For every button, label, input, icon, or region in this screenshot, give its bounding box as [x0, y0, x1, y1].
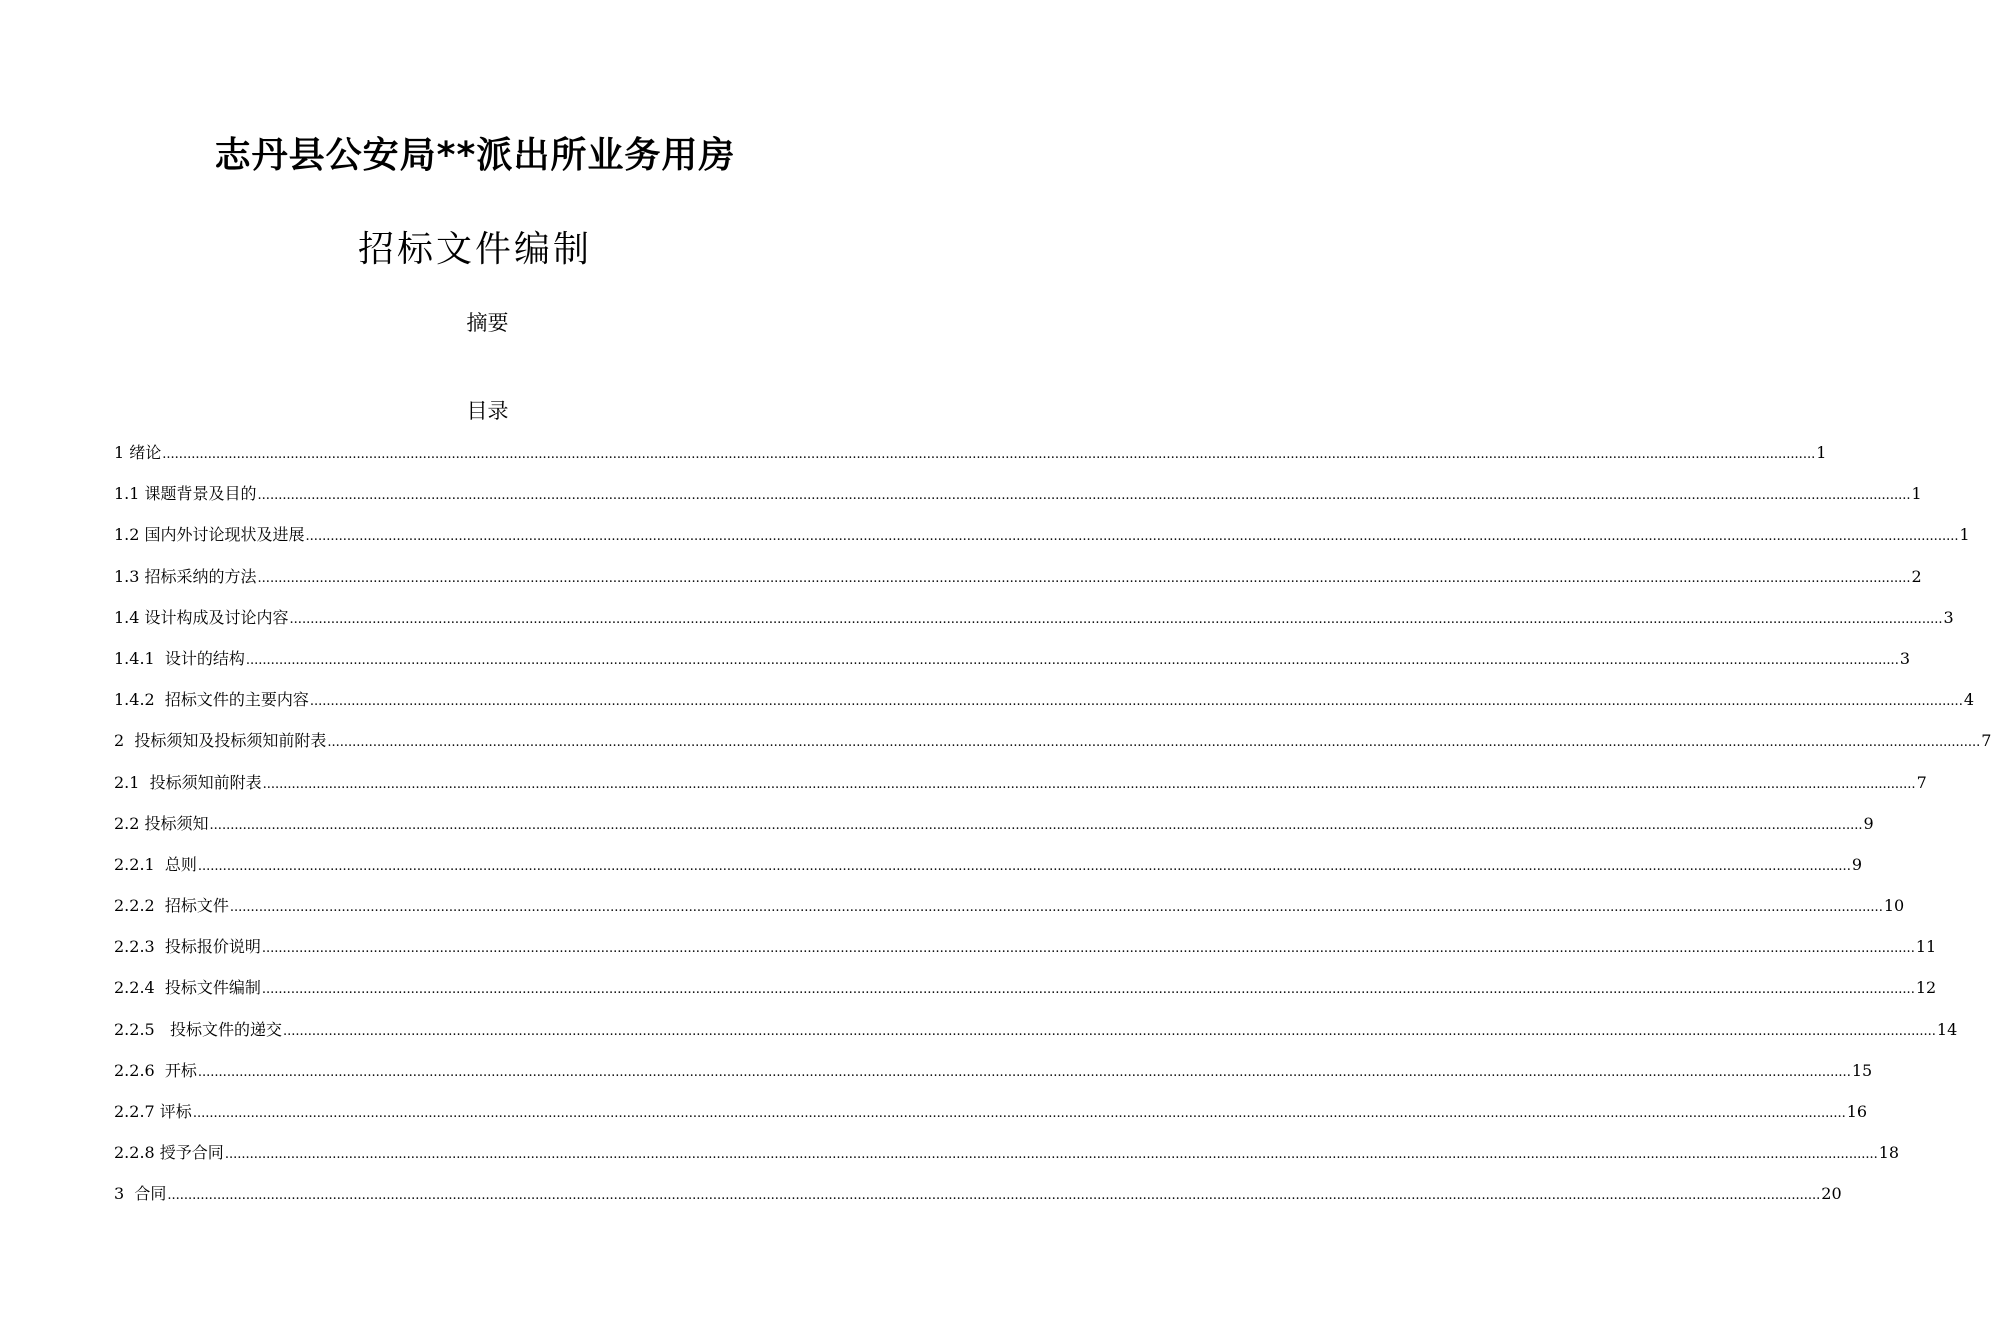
toc-dot-leader: ................................................................................................................................................................................................................................................................................................................................................................................................................: [162, 447, 1816, 462]
toc-item-page: 12: [1915, 978, 1937, 998]
toc-item[interactable]: [114, 644, 1911, 685]
toc-item-title: 2.2.6 开标: [114, 1060, 197, 1080]
toc-item[interactable]: [114, 1015, 1958, 1056]
toc-item-title: 2 投标须知及投标须知前附表: [114, 731, 327, 751]
toc-item[interactable]: [114, 768, 1927, 809]
toc-dot-leader: ................................................................................................................................................................................................................................................................................................................................................................................................................: [261, 982, 1915, 998]
toc-item[interactable]: [114, 726, 1991, 767]
toc-dot-leader: ................................................................................................................................................................................................................................................................................................................................................................................................................: [257, 570, 1911, 586]
toc-item[interactable]: [114, 520, 1970, 561]
toc-item[interactable]: [114, 1138, 1900, 1179]
toc-item-page: 7: [1916, 772, 1927, 792]
toc-item-page: 14: [1936, 1019, 1958, 1039]
toc-dot-leader: ................................................................................................................................................................................................................................................................................................................................................................................................................: [197, 858, 1851, 874]
toc-item[interactable]: [114, 685, 1975, 726]
toc-dot-leader: ................................................................................................................................................................................................................................................................................................................................................................................................................: [167, 1188, 1821, 1204]
toc-item-page: 9: [1863, 813, 1874, 833]
toc-item-page: 15: [1851, 1060, 1873, 1080]
toc-item-title: 1.3 招标采纳的方法: [114, 566, 257, 586]
toc-item[interactable]: [114, 479, 1922, 520]
toc-item[interactable]: [114, 603, 1954, 644]
toc-item-page: 1: [1959, 525, 1970, 545]
toc-dot-leader: ................................................................................................................................................................................................................................................................................................................................................................................................................: [197, 1064, 1851, 1080]
toc-dot-leader: ................................................................................................................................................................................................................................................................................................................................................................................................................: [245, 652, 1899, 668]
toc-item[interactable]: [114, 850, 1863, 891]
toc-item-title: 1.4 设计构成及讨论内容: [114, 607, 289, 627]
toc-item-page: 1: [1816, 443, 1827, 462]
toc-item-page: 9: [1851, 854, 1863, 874]
document-subtitle: 招标文件编制: [357, 229, 592, 270]
toc-item-title: 1 绪论: [114, 443, 162, 462]
toc-heading: 目录: [466, 399, 509, 423]
toc-dot-leader: ................................................................................................................................................................................................................................................................................................................................................................................................................: [327, 735, 1981, 751]
toc-dot-leader: ................................................................................................................................................................................................................................................................................................................................................................................................................: [229, 900, 1883, 916]
toc-item-title: 1.4.1 设计的结构: [114, 648, 245, 668]
toc-item-title: 1.2 国内外讨论现状及进展: [114, 525, 305, 545]
toc-item-page: 2: [1911, 566, 1922, 586]
toc-dot-leader: ................................................................................................................................................................................................................................................................................................................................................................................................................: [282, 1023, 1936, 1039]
toc-item-title: 2.2.1 总则: [114, 854, 197, 874]
toc-item-title: 2.1 投标须知前附表: [114, 772, 262, 792]
toc-item[interactable]: [114, 891, 1905, 932]
table-of-contents: [114, 438, 1991, 1221]
toc-item-title: 3 合同: [114, 1184, 167, 1204]
toc-item-page: 11: [1915, 937, 1937, 957]
toc-dot-leader: ................................................................................................................................................................................................................................................................................................................................................................................................................: [261, 941, 1915, 957]
toc-item[interactable]: [114, 809, 1874, 850]
toc-item[interactable]: [114, 562, 1922, 603]
toc-dot-leader: ................................................................................................................................................................................................................................................................................................................................................................................................................: [257, 488, 1911, 504]
toc-item[interactable]: [114, 1179, 1842, 1220]
toc-item[interactable]: [114, 1097, 1868, 1138]
toc-item[interactable]: [114, 973, 1937, 1014]
abstract-heading: 摘要: [466, 311, 509, 335]
toc-item[interactable]: [114, 438, 1827, 479]
toc-item-page: 20: [1821, 1184, 1842, 1204]
toc-item-page: 7: [1981, 731, 1991, 751]
toc-item[interactable]: [114, 932, 1937, 973]
toc-item-title: 2.2.7 评标: [114, 1102, 192, 1121]
toc-dot-leader: ................................................................................................................................................................................................................................................................................................................................................................................................................: [305, 529, 1959, 545]
toc-item-page: 3: [1899, 648, 1911, 668]
toc-item-title: 1.4.2 招标文件的主要内容: [114, 690, 309, 710]
toc-dot-leader: ................................................................................................................................................................................................................................................................................................................................................................................................................: [309, 694, 1963, 710]
toc-item-title: 2.2.4 投标文件编制: [114, 978, 261, 998]
toc-item-page: 4: [1963, 690, 1975, 710]
toc-item-page: 10: [1883, 896, 1905, 916]
toc-item-title: 2.2.2 招标文件: [114, 896, 229, 916]
toc-item[interactable]: [114, 1056, 1873, 1097]
toc-dot-leader: ................................................................................................................................................................................................................................................................................................................................................................................................................: [289, 611, 1943, 627]
toc-item-title: 1.1 课题背景及目的: [114, 484, 257, 504]
toc-item-title: 2.2.8 授予合同: [114, 1143, 224, 1163]
toc-dot-leader: ................................................................................................................................................................................................................................................................................................................................................................................................................: [192, 1106, 1846, 1121]
toc-item-title: 2.2.3 投标报价说明: [114, 937, 261, 957]
toc-dot-leader: ................................................................................................................................................................................................................................................................................................................................................................................................................: [209, 817, 1863, 833]
toc-item-page: 18: [1878, 1143, 1900, 1163]
toc-item-title: 2.2 投标须知: [114, 813, 209, 833]
toc-item-page: 16: [1846, 1102, 1868, 1121]
toc-item-title: 2.2.5 投标文件的递交: [114, 1019, 282, 1039]
toc-dot-leader: ................................................................................................................................................................................................................................................................................................................................................................................................................: [224, 1147, 1878, 1163]
toc-item-page: 1: [1911, 484, 1922, 504]
document-title: 志丹县公安局**派出所业务用房: [214, 135, 736, 176]
toc-dot-leader: ................................................................................................................................................................................................................................................................................................................................................................................................................: [262, 776, 1916, 792]
toc-item-page: 3: [1943, 607, 1954, 627]
